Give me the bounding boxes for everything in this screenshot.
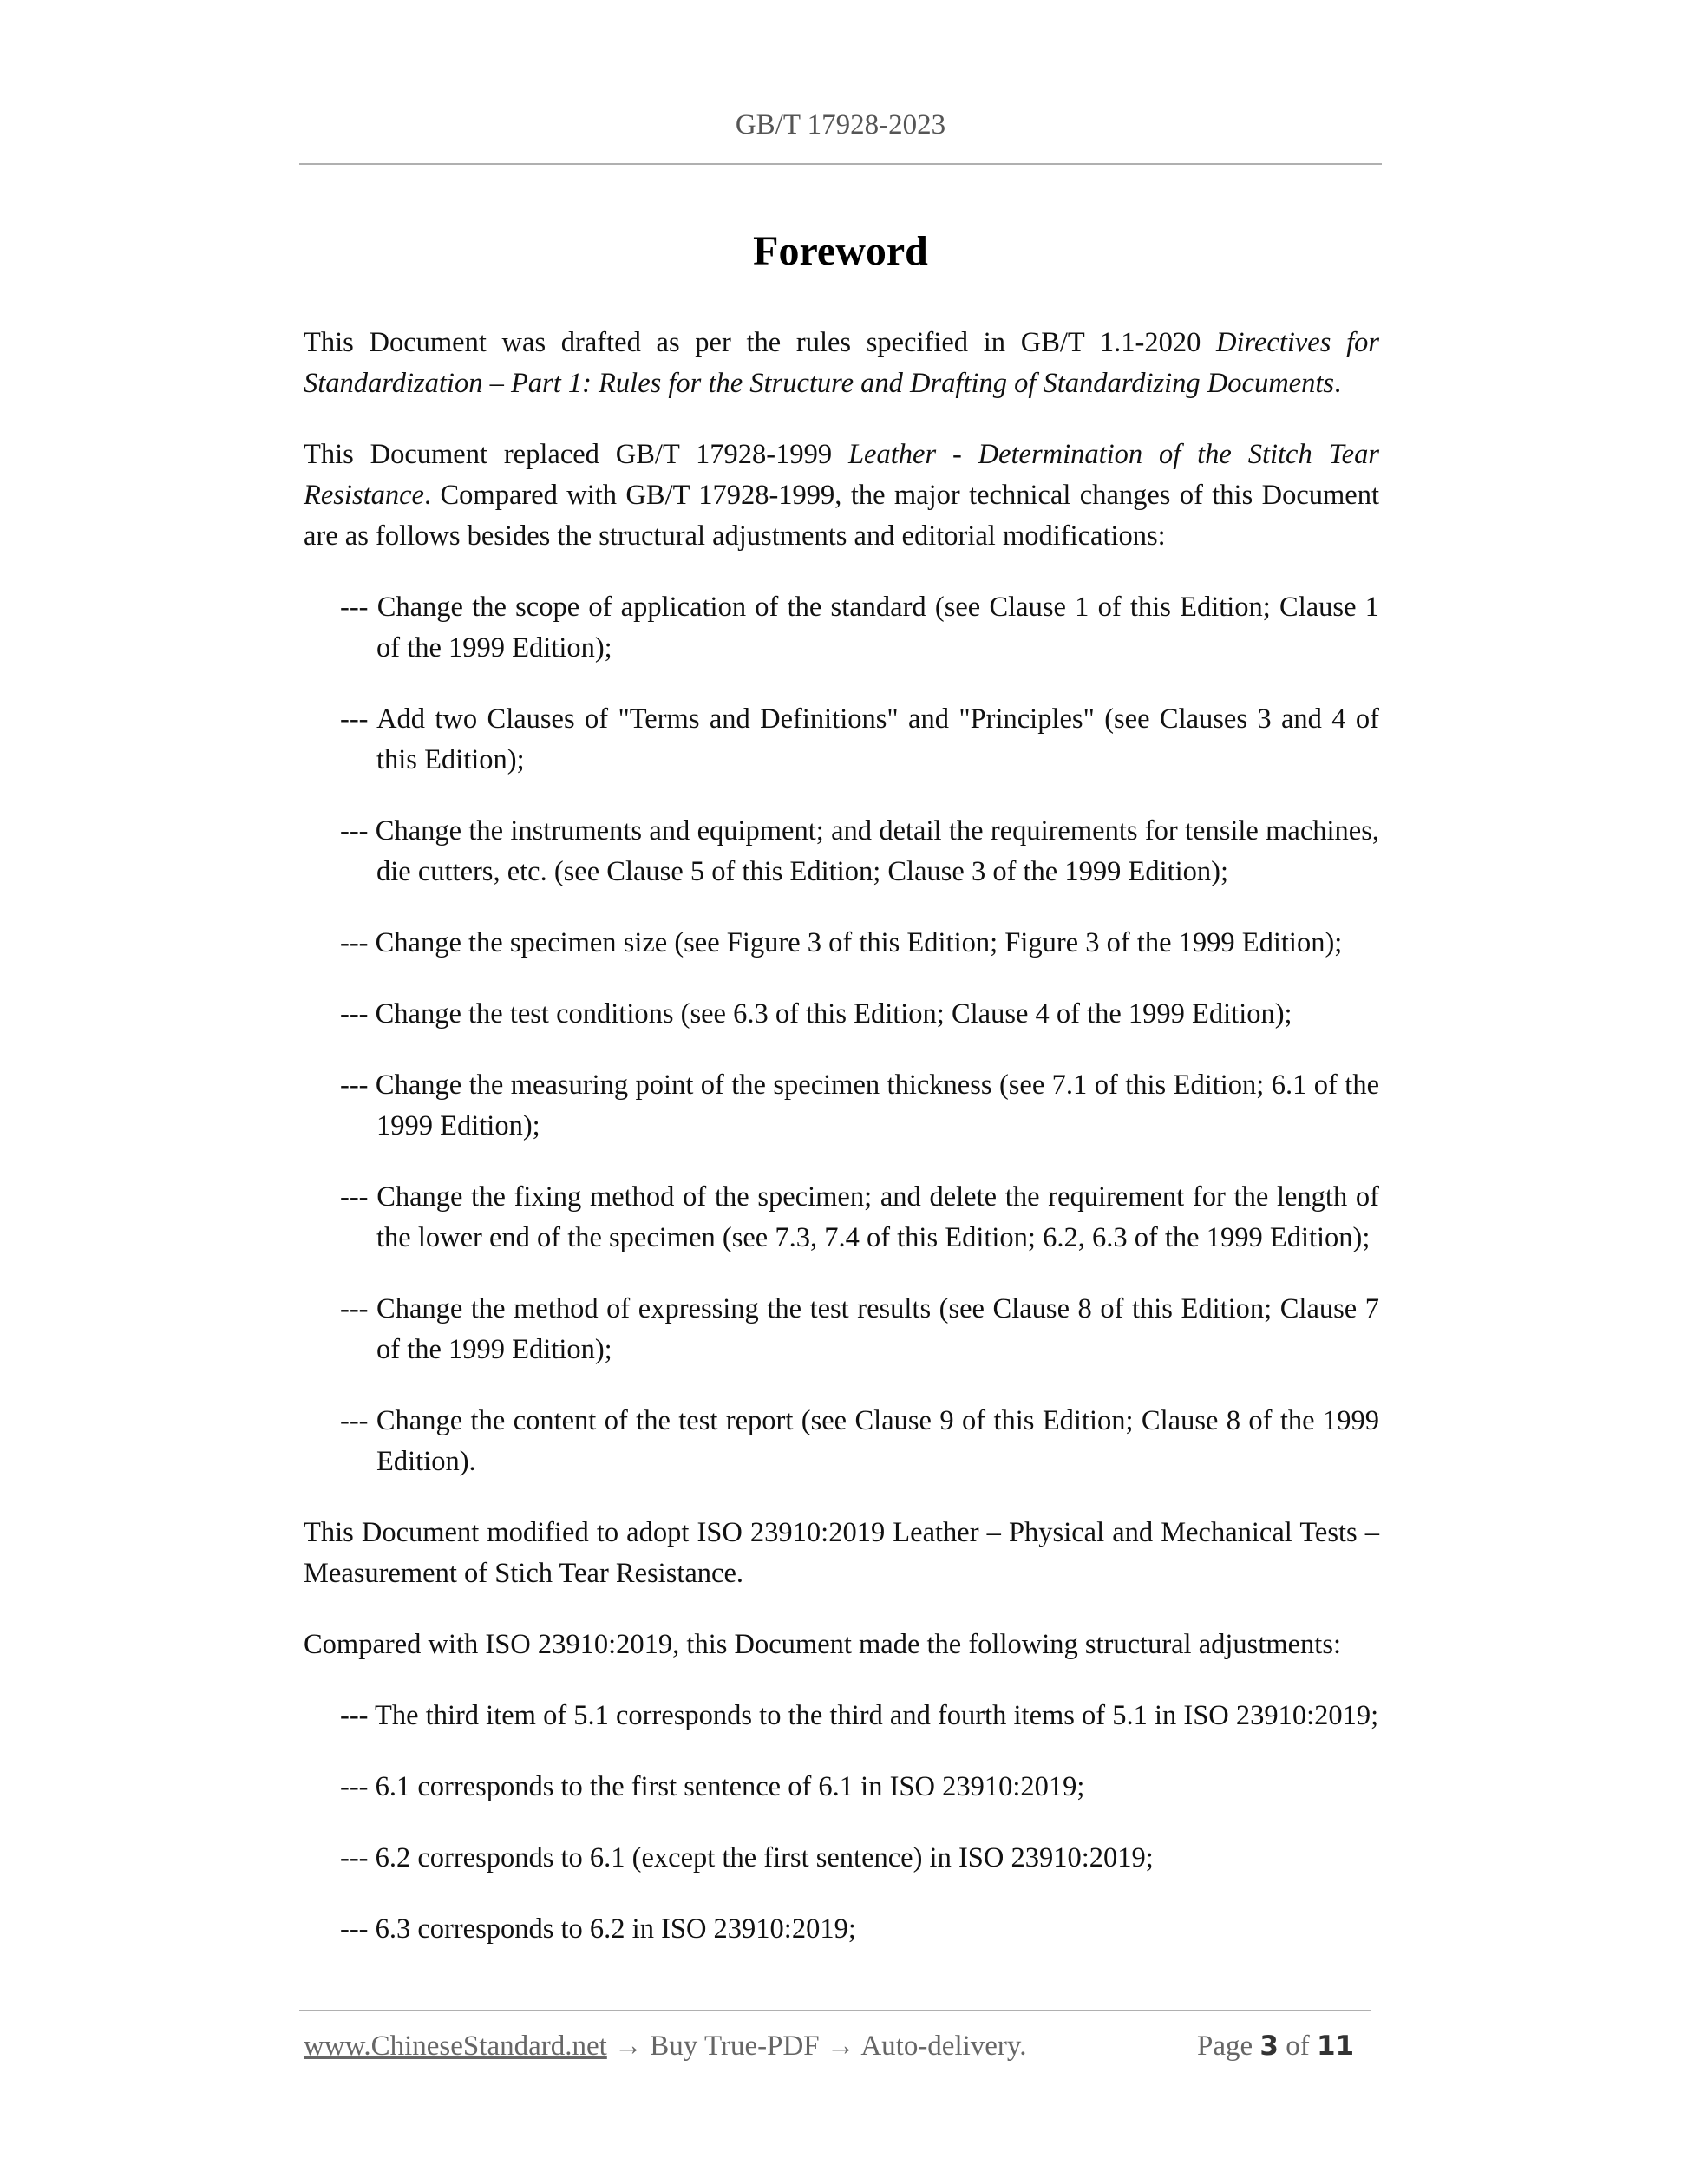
list-item [304, 1838, 1379, 1879]
list-dash: --- [340, 1913, 369, 1945]
list-item-text: 6.2 corresponds to 6.1 (except the first sentence) in ISO 23910:2019; [375, 1842, 1154, 1873]
paragraph-text: . Compared with GB/T 17928-1999, the major technical changes of this Document are as follows besides the structural adjustments and editorial modifications: [304, 480, 1379, 552]
list-dash: --- [340, 998, 369, 1030]
list-item [304, 1289, 1379, 1370]
list-item [304, 1909, 1379, 1950]
list-dash: --- [340, 1405, 369, 1436]
list-item-text: 6.3 corresponds to 6.2 in ISO 23910:2019; [375, 1913, 856, 1945]
page-label: Page [1197, 2030, 1253, 2062]
document-body [304, 323, 1379, 1980]
list-item-text: The third item of 5.1 corresponds to the third and fourth items of 5.1 in ISO 23910:2019; [375, 1700, 1379, 1731]
list-dash: --- [340, 1700, 369, 1731]
page-title: Foreword [753, 228, 928, 274]
website-link[interactable]: www.ChineseStandard.net [304, 2030, 607, 2062]
list-item [304, 1401, 1379, 1482]
buy-text: Buy True-PDF [650, 2030, 820, 2062]
list-item-text: Change the method of expressing the test results (see Clause 8 of this Edition; Clause 7 of the 1999 Edition); [376, 1293, 1379, 1365]
list-item [304, 1696, 1379, 1736]
italic-title: Leather - Determination of the Stitch Tear Resistance [304, 439, 1379, 511]
list-item-text: Change the instruments and equipment; and detail the requirements for tensile machines, die cutters, etc. (see Clause 5 of this Edition; Clause 3 of the 1999 Edition); [375, 815, 1379, 887]
list-dash: --- [340, 1771, 369, 1802]
arrow-icon: → [826, 2030, 855, 2062]
list-item [304, 1065, 1379, 1147]
paragraph-adjustments-intro: Compared with ISO 23910:2019, this Document made the following structural adjustments: [304, 1629, 1342, 1660]
running-header: GB/T 17928-2023 [735, 109, 946, 141]
paragraph-text: This Document was drafted as per the rules specified in GB/T 1.1-2020 [304, 327, 1217, 358]
list-dash: --- [340, 1069, 369, 1101]
list-item-text: 6.1 corresponds to the first sentence of 6.1 in ISO 23910:2019; [375, 1771, 1085, 1802]
paragraph-text: This Document replaced GB/T 17928-1999 [304, 439, 848, 470]
list-dash: --- [340, 927, 369, 958]
arrow-icon: → [614, 2030, 644, 2062]
footer-links [304, 2030, 1027, 2063]
list-item-text: Add two Clauses of "Terms and Definitions" and "Principles" (see Clauses 3 and 4 of this Edition); [376, 703, 1379, 775]
paragraph-text: . [1334, 368, 1342, 399]
page-total: 11 [1316, 2030, 1355, 2062]
list-item [304, 1767, 1379, 1808]
list-dash: --- [340, 703, 369, 735]
page-number: 3 [1259, 2030, 1279, 2062]
italic-title: Directives for Standardization – Part 1: Rules for the Structure and Drafting of Standardizing Documents [304, 327, 1380, 399]
list-item-text: Change the specimen size (see Figure 3 of this Edition; Figure 3 of the 1999 Edition); [375, 927, 1343, 958]
list-item [304, 587, 1379, 669]
list-item [304, 811, 1379, 893]
paragraph-drafting-rules [304, 323, 1379, 404]
header-divider [299, 163, 1382, 165]
list-item-text: Change the scope of application of the standard (see Clause 1 of this Edition; Clause 1 of the 1999 Edition); [376, 592, 1379, 664]
delivery-text: Auto-delivery. [860, 2030, 1027, 2062]
of-label: of [1286, 2030, 1310, 2062]
list-item [304, 699, 1379, 781]
list-dash: --- [340, 1181, 369, 1213]
paragraph-replacement [304, 435, 1379, 557]
list-item [304, 1177, 1379, 1259]
list-dash: --- [340, 815, 369, 847]
footer-divider [299, 2010, 1371, 2011]
list-item-text: Change the measuring point of the specimen thickness (see 7.1 of this Edition; 6.1 of the 1999 Edition); [375, 1069, 1380, 1141]
list-dash: --- [340, 1293, 369, 1324]
list-item-text: Change the content of the test report (see Clause 9 of this Edition; Clause 8 of the 1999 Edition). [376, 1405, 1379, 1477]
list-item-text: Change the fixing method of the specimen; and delete the requirement for the length of the lower end of the specimen (see 7.3, 7.4 of this Edition; 6.2, 6.3 of the 1999 Edition); [376, 1181, 1379, 1253]
list-dash: --- [340, 1842, 369, 1873]
list-item [304, 923, 1379, 964]
list-dash: --- [340, 592, 369, 623]
paragraph-adoption: This Document modified to adopt ISO 23910:2019 Leather – Physical and Mechanical Tests – Measurement of Stich Tear Resistance. [304, 1517, 1379, 1589]
list-item [304, 994, 1379, 1035]
list-item-text: Change the test conditions (see 6.3 of this Edition; Clause 4 of the 1999 Edition); [375, 998, 1292, 1030]
page-indicator [1197, 2030, 1354, 2063]
